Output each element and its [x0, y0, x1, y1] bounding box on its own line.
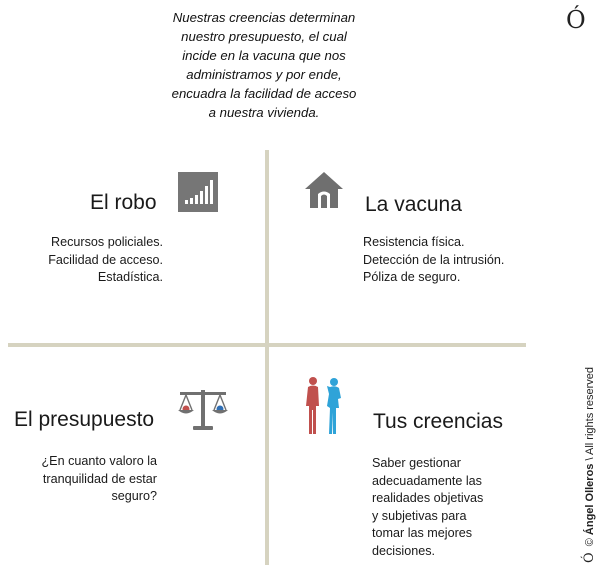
creencias-line: tomar las mejores [372, 526, 473, 540]
creencias-line: adecuadamente las [372, 473, 482, 488]
intro-line: Nuestras creencias determinan [172, 10, 356, 25]
author-logo: Ó [566, 6, 586, 34]
copyright-notice [582, 367, 597, 563]
intro-line: nuestro presupuesto, el cual [181, 29, 347, 44]
intro-line: incide en la vacuna que nos [182, 48, 346, 63]
creencias-line: realidades objetivas [372, 491, 484, 505]
presupuesto-description [41, 453, 157, 506]
presupuesto-title: El presupuesto [14, 408, 155, 431]
vacuna-line: Detección de la intrusión. [363, 252, 505, 267]
presupuesto-line: tranquilidad de estar [42, 471, 157, 486]
copyright-author: Ángel Olleros [584, 463, 596, 536]
creencias-title: Tus creencias [373, 410, 503, 433]
robo-title: El robo [90, 191, 157, 214]
creencias-line: decisiones. [372, 543, 436, 558]
copyright-separator: \ [584, 457, 596, 461]
people-icon [303, 376, 349, 436]
robo-description [48, 234, 163, 287]
creencias-description [372, 455, 483, 560]
red-person-icon [306, 377, 319, 434]
creencias-line: y subjetivas para [372, 508, 467, 523]
author-logo-small: Ó [582, 552, 597, 563]
robo-line: Facilidad de acceso. [48, 252, 163, 267]
robo-line: Estadística. [97, 270, 163, 284]
vacuna-line: Resistencia física. [363, 235, 465, 249]
copyright-symbol: © [584, 538, 596, 547]
balance-scale-icon [177, 386, 229, 432]
creencias-line: Saber gestionar [372, 456, 461, 470]
vacuna-title: La vacuna [365, 193, 462, 216]
presupuesto-line: seguro? [111, 489, 157, 503]
intro-text [150, 8, 378, 122]
vacuna-description [363, 234, 504, 287]
intro-line: a nuestra vivienda. [208, 105, 320, 120]
signal-bars-icon [178, 172, 218, 212]
vacuna-line: Póliza de seguro. [363, 270, 461, 284]
house-icon [303, 170, 345, 210]
horizontal-divider [8, 343, 526, 347]
presupuesto-line: ¿En cuanto valoro la [41, 454, 157, 468]
blue-person-icon [327, 378, 341, 434]
robo-line: Recursos policiales. [51, 235, 163, 249]
vertical-divider [265, 150, 269, 565]
copyright-rights: All rights reserved [584, 366, 596, 455]
intro-line: encuadra la facilidad de acceso [171, 86, 357, 101]
intro-line: administramos y por ende, [186, 67, 342, 82]
